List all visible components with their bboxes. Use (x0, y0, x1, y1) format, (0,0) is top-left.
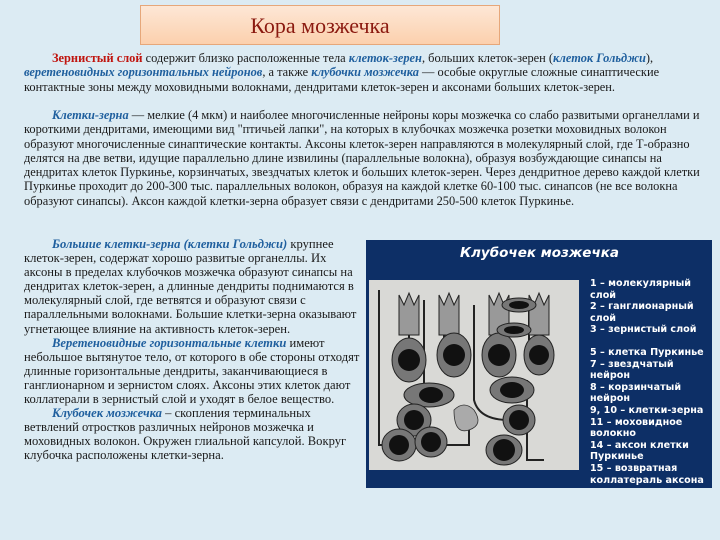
legend-item: 14 – аксон клетки Пуркинье (590, 439, 689, 463)
legend-item: 9, 10 – клетки-зерна (590, 404, 704, 416)
slide-title: Кора мозжечка (250, 13, 390, 38)
highlighted-term: клеток Гольджи (553, 51, 646, 65)
legend-item: 15 – возвратная коллатераль аксона (590, 462, 704, 486)
glomerulus-paragraph (24, 406, 362, 462)
highlighted-term: Клубочек мозжечка (52, 406, 162, 421)
legend-item: 3 – зернистый слой (590, 324, 697, 336)
highlighted-term: веретеновидных горизонтальных нейронов (24, 65, 263, 80)
legend-item: 7 – звездчатый нейрон (590, 358, 674, 382)
golgi-cells-paragraph (24, 237, 362, 336)
fusiform-cells-paragraph (24, 336, 362, 406)
legend-item: 2 – ганглионарный слой (590, 301, 694, 324)
text-run: — особые округлые сложные синаптические контактные зоны между моховидными волокнами, дендритами клеток-зерен и аксонами больших клеток-зерен. (24, 65, 660, 94)
figure-legend (590, 278, 712, 486)
figure-title: Клубочек мозжечка (460, 245, 619, 261)
highlighted-term: Зернистый слой (52, 51, 143, 65)
text-run: — мелкие (4 мкм) и наиболее многочисленные нейроны коры мозжечка со слабо развитыми органеллами и короткими дендритами, имеющими вид "птичьей лапки", на которых в клубочках мозжечка розетки моховидных волокон образуют многочисленные синаптические контакты. Аксоны клеток-зерен направляются в молекулярный слой, где Т-образно делятся на две ветви, идущие параллельно длине извилины (параллельные волокна), образуя возбуждающие синапсы на дендритах клеток Пуркинье, корзинчатых, звездчатых клеток и больших клеток-зерен. Через дендритное дерево каждой клетки Пуркинье проходит до 200-300 тыс. параллельных волокон, образуя на каждой клетке 60-100 тыс. синапсов (не все волокна образуют синапсы). Аксон каждой клетки-зерна образует связи с дендритами 250-500 клеток Пуркинье. (24, 108, 700, 208)
figure-panel (366, 240, 712, 488)
highlighted-term: клубочки мозжечка (311, 65, 419, 80)
text-run: крупнее клеток-зерен, содержат хорошо развитые органеллы. Их аксоны в пределах клубочков мозжечка образуют синапсы на дендритах клеток-зерен, а длинные дендриты поднимаются в молекулярный слой, где ветвятся и образуют связи с параллельными волокнами. Большие клетки-зерна оказывают угнетающее влияние на активность клеток-зерен. (24, 237, 357, 336)
text-run: , больших клеток-зерен ( (421, 51, 554, 65)
legend-item: 5 – клетка Пуркинье (590, 346, 704, 358)
granule-cells-paragraph (24, 108, 704, 208)
text-run: ), (645, 51, 654, 65)
legend-item: 11 – моховидное волокно (590, 416, 683, 440)
cerebellar-glomerulus-diagram (369, 280, 579, 470)
highlighted-term: Большие клетки-зерна (клетки Гольджи) (52, 237, 288, 251)
highlighted-term: Веретеновидные горизонтальные клетки (52, 335, 287, 350)
legend-item: 8 – корзинчатый нейрон (590, 381, 682, 405)
slide-title-box (140, 5, 500, 45)
legend-item (590, 336, 712, 347)
highlighted-term: Клетки-зерна (52, 108, 129, 122)
text-run: имеют небольшое вытянутое тело, от которого в обе стороны отходят длинные горизонтальные дендриты, заканчивающиеся в ганглионарном и зернистом слоях. Аксоны этих клеток дают коллатерали в зернистый слой и уходят в белое вещество. (24, 335, 360, 407)
text-run: – скопления терминальных ветвлений отростков различных нейронов мозжечка и моховидных волокон. Окружен глиальной капсулой. Вокруг клубочка расположены клетки-зерна. (24, 406, 347, 463)
left-column-text (24, 237, 362, 463)
highlighted-term: клеток-зерен (348, 51, 422, 65)
granular-layer-paragraph (24, 51, 704, 94)
text-run: , а также (262, 65, 312, 80)
legend-item: 1 – молекулярный слой (590, 278, 691, 301)
text-run: содержит близко расположенные тела (142, 51, 349, 65)
